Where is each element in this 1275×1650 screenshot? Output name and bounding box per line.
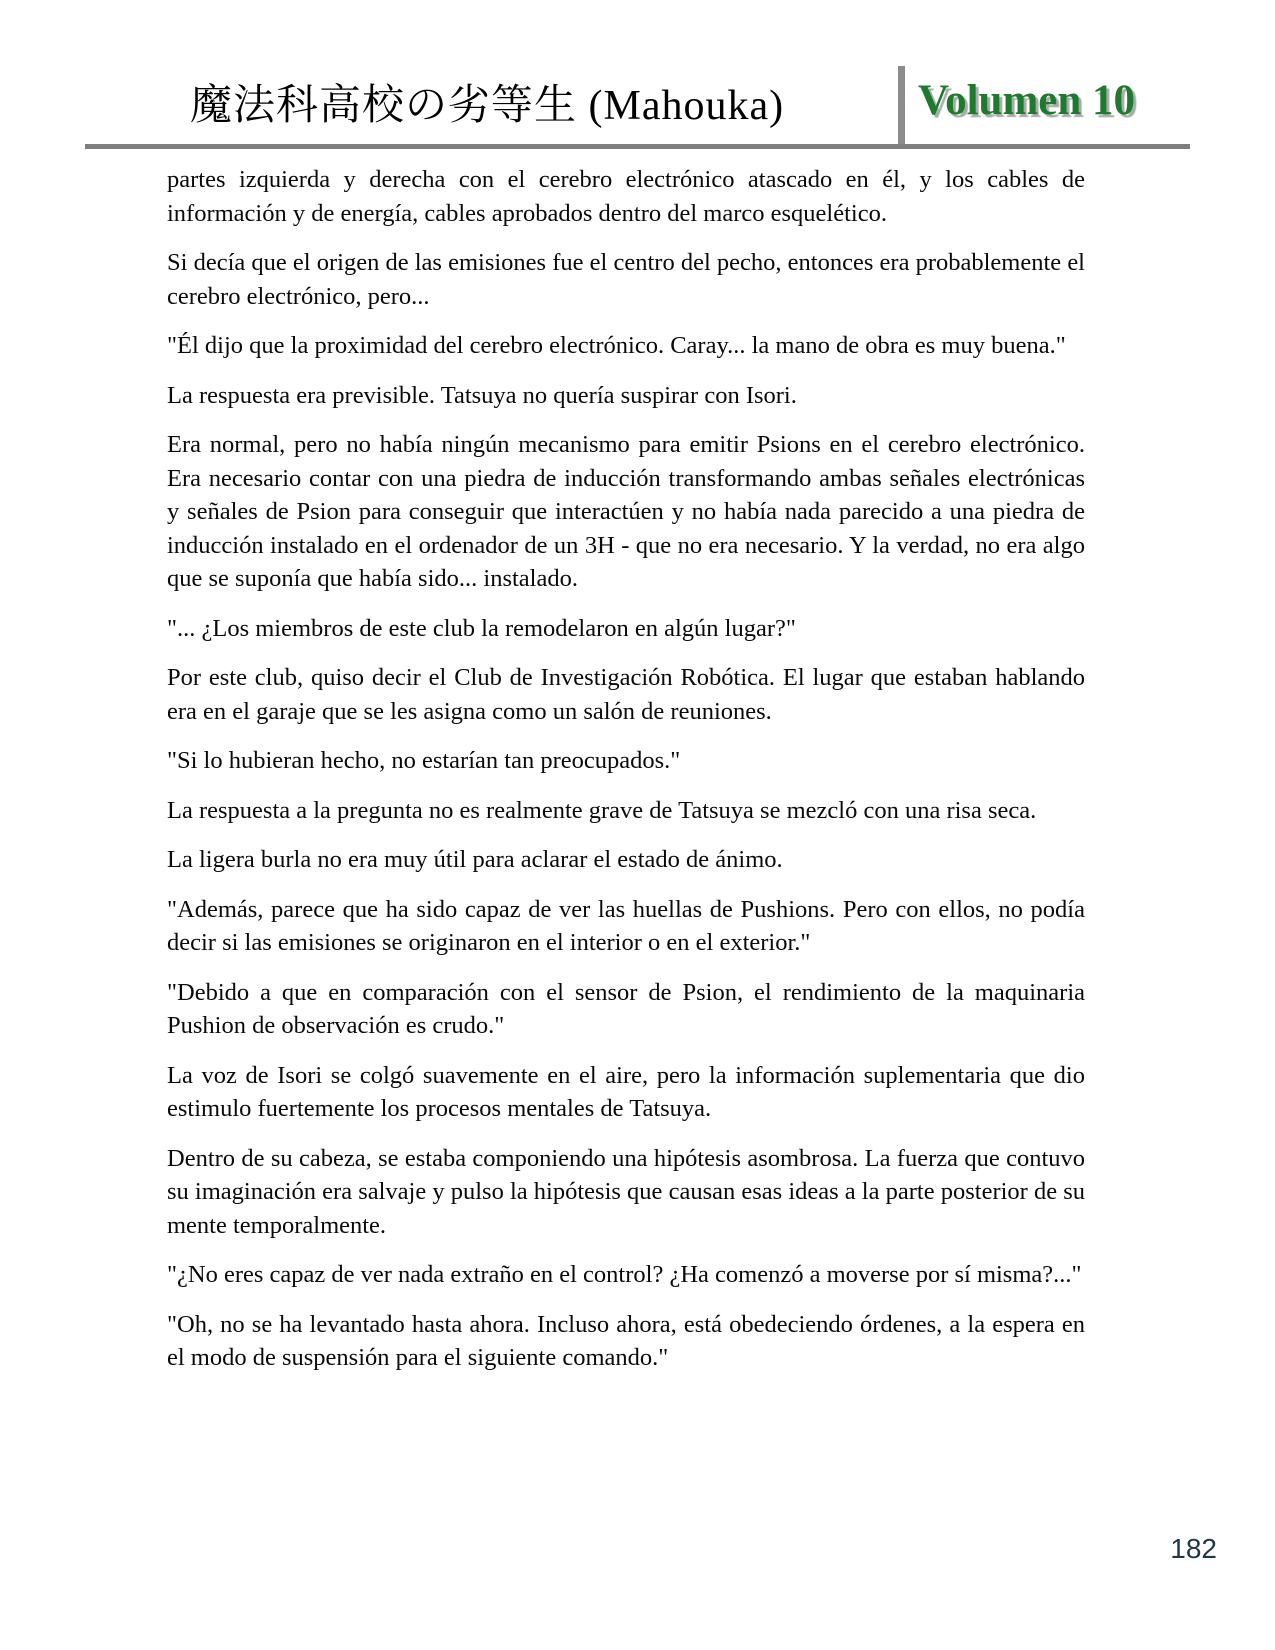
- paragraph: Dentro de su cabeza, se estaba componiendo una hipótesis asombrosa. La fuerza que contuvo su imaginación era salvaje y pulso la hipótesis que causan esas ideas a la parte posterior de su mente temporalmente.: [167, 1144, 1085, 1239]
- paragraph: "Debido a que en comparación con el sensor de Psion, el rendimiento de la maquinaria Pushion de observación es crudo.": [167, 978, 1085, 1039]
- paragraph: La ligera burla no era muy útil para aclarar el estado de ánimo.: [167, 846, 783, 873]
- document-title: 魔法科高校の劣等生 (Mahouka): [190, 83, 785, 129]
- header-divider-bar: [898, 66, 905, 147]
- paragraph: "Él dijo que la proximidad del cerebro electrónico. Caray... la mano de obra es muy buena.": [167, 332, 1066, 359]
- paragraph: "Además, parece que ha sido capaz de ver las huellas de Pushions. Pero con ellos, no podía decir si las emisiones se originaron en el interior o en el exterior.": [167, 895, 1085, 956]
- paragraph: "Oh, no se ha levantado hasta ahora. Incluso ahora, está obedeciendo órdenes, a la espera en el modo de suspensión para el siguiente comando.": [167, 1310, 1085, 1371]
- paragraph: partes izquierda y derecha con el cerebro electrónico atascado en él, y los cables de información y de energía, cables aprobados dentro del marco esquelético.: [167, 166, 1085, 227]
- paragraph: Si decía que el origen de las emisiones fue el centro del pecho, entonces era probablemente el cerebro electrónico, pero...: [167, 249, 1085, 310]
- volume-label: Volumen 10: [918, 77, 1136, 124]
- paragraph: "¿No eres capaz de ver nada extraño en el control? ¿Ha comenzó a moverse por sí misma?...": [167, 1261, 1082, 1288]
- paragraph: Era normal, pero no había ningún mecanismo para emitir Psions en el cerebro electrónico. Era necesario contar con una piedra de inducción transformando ambas señales electrónicas y señales de Psion para conseguir que interactúen y no había nada parecido a una piedra de inducción instalado en el ordenador de un 3H - que no era necesario. Y la verdad, no era algo que se suponía que había sido... instalado.: [167, 431, 1085, 592]
- paragraph: Por este club, quiso decir el Club de Investigación Robótica. El lugar que estaban hablando era en el garaje que se les asigna como un salón de reuniones.: [167, 664, 1085, 725]
- paragraph: "Si lo hubieran hecho, no estarían tan preocupados.": [167, 747, 681, 774]
- paragraph: La respuesta a la pregunta no es realmente grave de Tatsuya se mezcló con una risa seca.: [167, 796, 1037, 824]
- paragraph: "... ¿Los miembros de este club la remodelaron en algún lugar?": [167, 614, 796, 642]
- paragraph: La respuesta era previsible. Tatsuya no quería suspirar con Isori.: [167, 381, 797, 409]
- header-rule: [85, 144, 1190, 149]
- page-number: 182: [1170, 1533, 1217, 1564]
- paragraph: La voz de Isori se colgó suavemente en el aire, pero la información suplementaria que dio estimulo fuertemente los procesos mentales de Tatsuya.: [167, 1061, 1085, 1122]
- document-body: [167, 163, 1085, 1375]
